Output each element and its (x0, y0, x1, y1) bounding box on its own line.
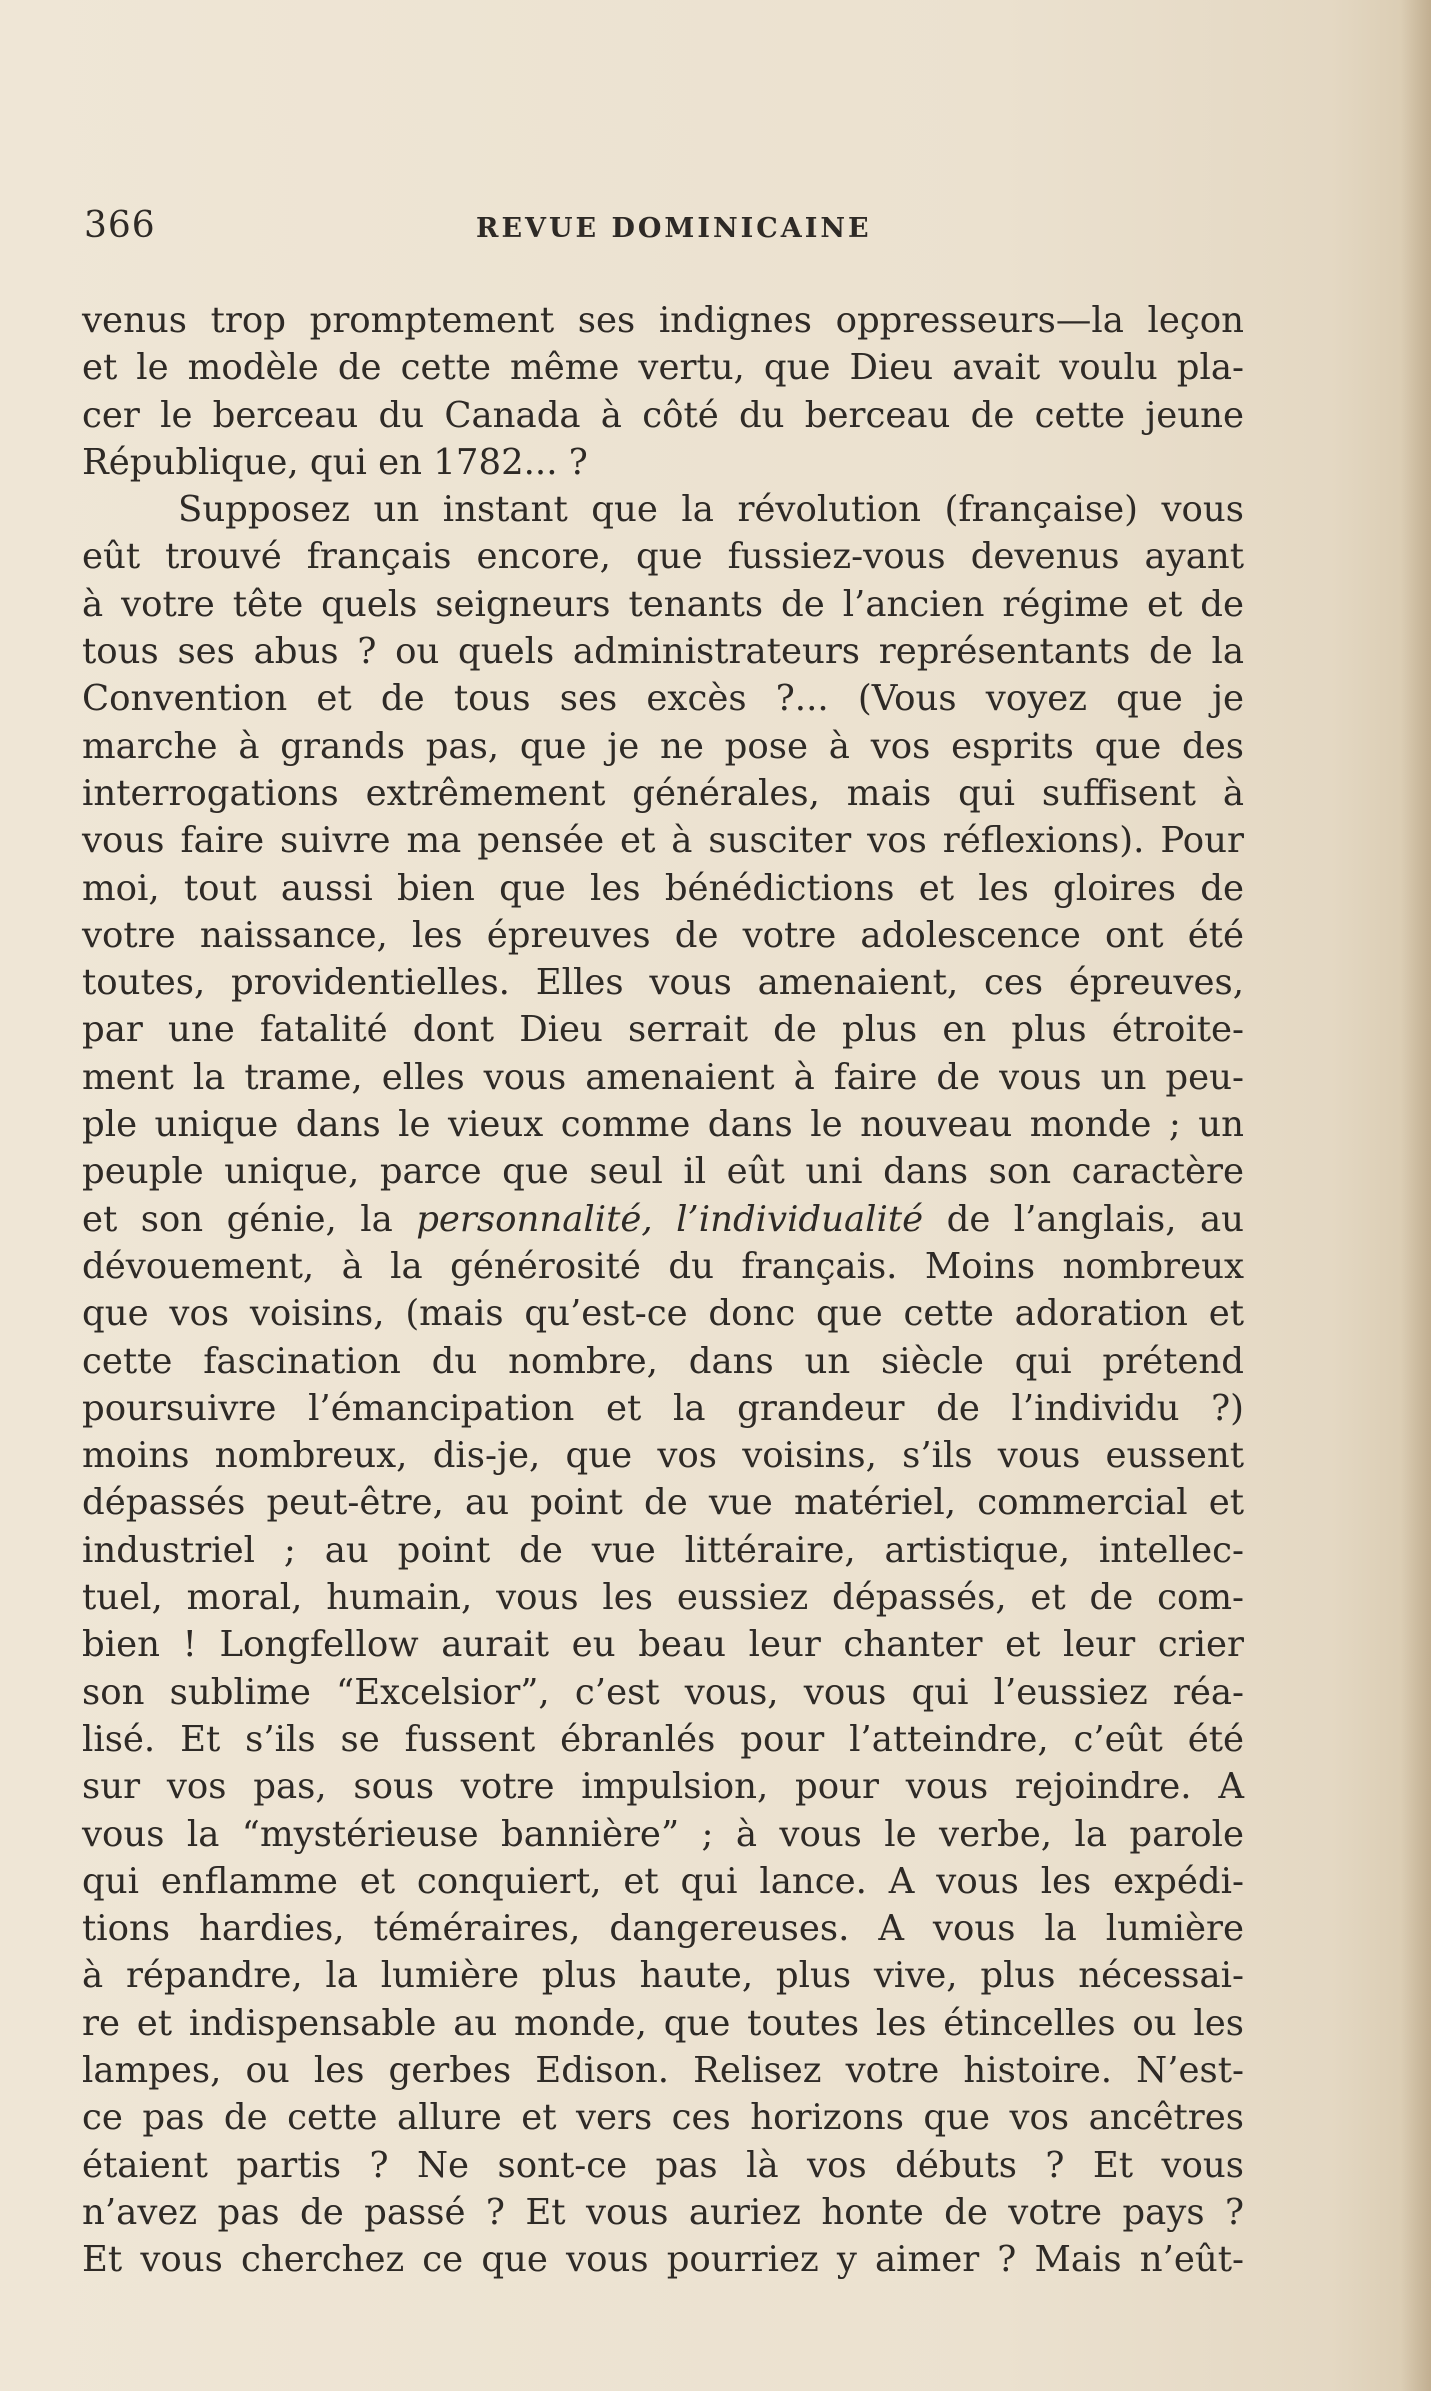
text-line: votre naissance, les épreuves de votre adolescence ont été (82, 914, 1244, 956)
text-line: venus trop promptement ses indignes oppresseurs—la leçon (82, 300, 1244, 341)
text-line: par une fatalité dont Dieu serrait de plus en plus étroite- (82, 1009, 1244, 1051)
line-segment: de l’anglais, au (923, 1198, 1244, 1240)
page-header (84, 205, 1244, 255)
text-line: peuple unique, parce que seul il eût uni dans son caractère (82, 1151, 1244, 1193)
text-line: dépassés peut-être, au point de vue matériel, commercial et (82, 1482, 1244, 1524)
text-line: vous faire suivre ma pensée et à susciter vos réflexions). Pour (82, 820, 1244, 862)
text-line: Et vous cherchez ce que vous pourriez y aimer ? Mais n’eût- (82, 2239, 1244, 2281)
text-line: lampes, ou les gerbes Edison. Relisez votre histoire. N’est- (82, 2049, 1244, 2091)
text-line: poursuivre l’émancipation et la grandeur de l’individu ?) (82, 1387, 1244, 1429)
text-line: cer le berceau du Canada à côté du berceau de cette jeune (82, 394, 1244, 436)
text-line: tuel, moral, humain, vous les eussiez dépassés, et de com- (82, 1577, 1244, 1619)
page-edge-shadow (1401, 0, 1431, 2391)
text-line: vous la “mystérieuse bannière” ; à vous le verbe, la parole (82, 1813, 1244, 1855)
page-number: 366 (84, 205, 156, 246)
text-line: industriel ; au point de vue littéraire, artistique, intellec- (82, 1529, 1244, 1571)
text-line: Convention et de tous ses excès ?... (Vous voyez que je (82, 678, 1244, 720)
running-head: REVUE DOMINICAINE (476, 213, 872, 244)
text-line: toutes, providentielles. Elles vous amenaient, ces épreuves, (82, 962, 1244, 1004)
text-line: République, qui en 1782... ? (82, 441, 588, 483)
text-line: qui enflamme et conquiert, et qui lance. A vous les expédi- (82, 1860, 1244, 1902)
text-line: que vos voisins, (mais qu’est-ce donc que cette adoration et (82, 1293, 1244, 1335)
text-line: tous ses abus ? ou quels administrateurs représentants de la (82, 631, 1244, 673)
text-line: ment la trame, elles vous amenaient à faire de vous un peu- (82, 1056, 1244, 1098)
text-line: à votre tête quels seigneurs tenants de l’ancien régime et de (82, 583, 1244, 625)
text-line: dévouement, à la générosité du français. Moins nombreux (82, 1245, 1244, 1287)
text-line: Supposez un instant que la révolution (française) vous (178, 489, 1244, 531)
text-line: et le modèle de cette même vertu, que Dieu avait voulu pla- (82, 347, 1244, 389)
text-line: bien ! Longfellow aurait eu beau leur chanter et leur crier (82, 1624, 1244, 1666)
italic-emphasis: personnalité, l’individualité (416, 1198, 924, 1240)
text-line-emphasis (82, 1196, 1244, 1243)
text-line: interrogations extrêmement générales, mais qui suffisent à (82, 772, 1244, 814)
text-line: n’avez pas de passé ? Et vous auriez honte de votre pays ? (82, 2191, 1244, 2233)
text-line: ple unique dans le vieux comme dans le nouveau monde ; un (82, 1104, 1244, 1146)
text-line: à répandre, la lumière plus haute, plus vive, plus nécessai- (82, 1955, 1244, 1997)
text-line: son sublime “Excelsior”, c’est vous, vous qui l’eussiez réa- (82, 1671, 1244, 1713)
text-line: moins nombreux, dis-je, que vos voisins, s’ils vous eussent (82, 1435, 1244, 1477)
text-line: tions hardies, téméraires, dangereuses. A vous la lumière (82, 1908, 1244, 1950)
text-line: cette fascination du nombre, dans un siècle qui prétend (82, 1340, 1244, 1382)
line-segment: et son génie, la (82, 1198, 417, 1240)
text-line: ce pas de cette allure et vers ces horizons que vos ancêtres (82, 2097, 1244, 2139)
text-line: moi, tout aussi bien que les bénédictions et les gloires de (82, 867, 1244, 909)
text-line: re et indispensable au monde, que toutes les étincelles ou les (82, 2002, 1244, 2044)
text-line: sur vos pas, sous votre impulsion, pour vous rejoindre. A (82, 1766, 1244, 1808)
text-line: lisé. Et s’ils se fussent ébranlés pour l’atteindre, c’eût été (82, 1718, 1244, 1760)
text-line: étaient partis ? Ne sont-ce pas là vos débuts ? Et vous (82, 2144, 1244, 2186)
text-line: marche à grands pas, que je ne pose à vos esprits que des (82, 725, 1244, 767)
body-text (82, 297, 1244, 2283)
text-line: eût trouvé français encore, que fussiez-vous devenus ayant (82, 536, 1244, 578)
